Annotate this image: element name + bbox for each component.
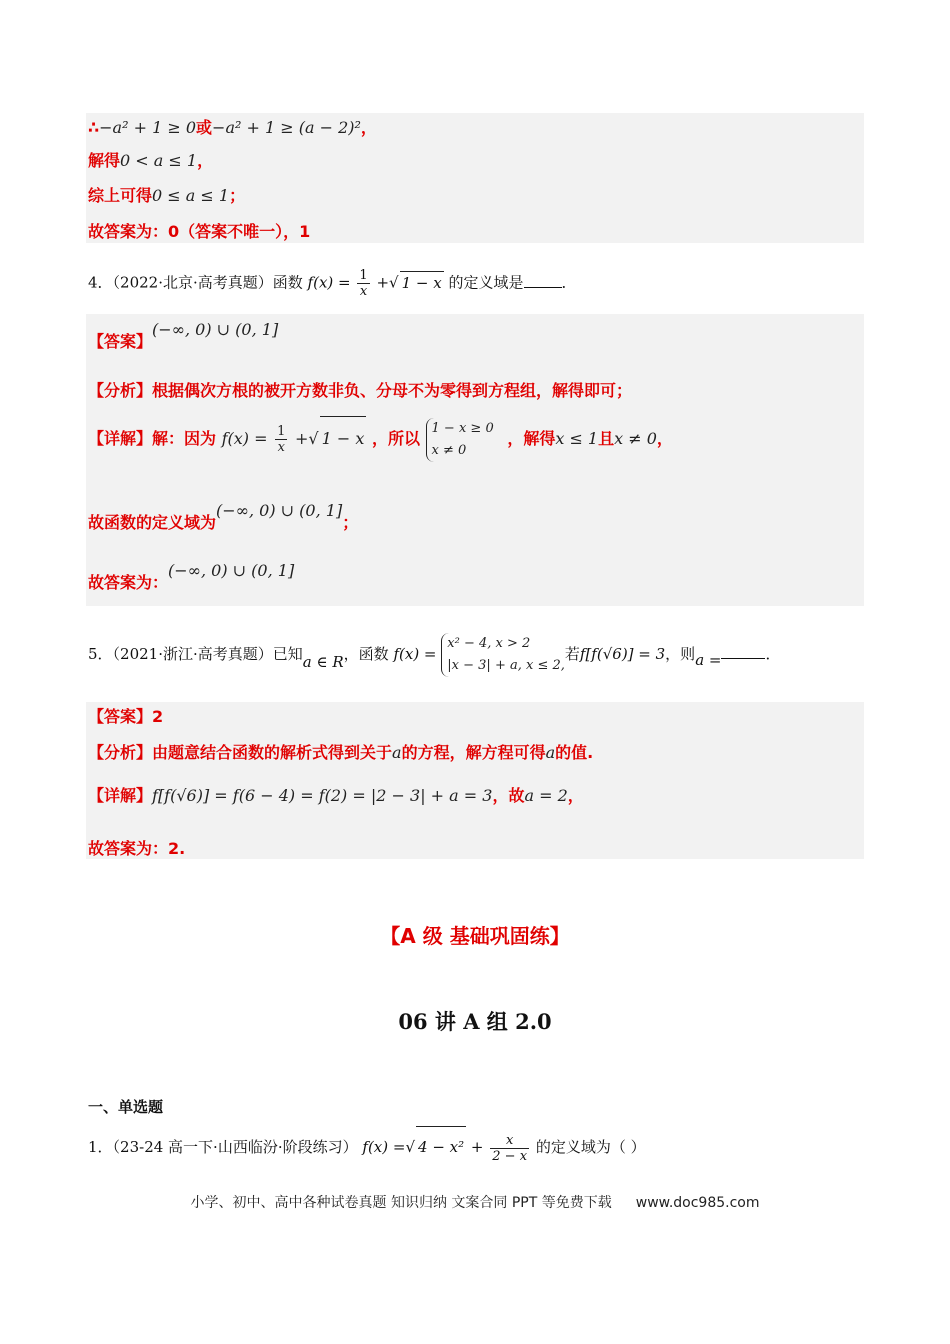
- equation-system: 1 − x ≥ 0 x ≠ 0: [426, 418, 494, 462]
- math-inequality-1: −a² + 1 ≥ 0: [99, 118, 197, 137]
- analysis-line-q5: 【分析】由题意结合函数的解析式得到关于a的方程，解方程可得a的值.: [88, 743, 594, 762]
- sqrt-symbol: √: [405, 1138, 416, 1156]
- solution-line-3: 综上可得0 ≤ a ≤ 1；: [88, 186, 246, 205]
- page-title: 06 讲 A 组 2.0: [398, 1009, 552, 1034]
- page-footer: [0, 1192, 950, 1212]
- math-answer: (−∞, 0) ∪ (0, 1]: [152, 320, 279, 339]
- level-heading: 【A 级 基础巩固练】: [380, 924, 570, 948]
- fraction: $\frac{1}{x}$: [277, 424, 286, 455]
- fraction: $\frac{1}{x}$: [359, 268, 368, 299]
- math-range-2: 0 ≤ a ≤ 1: [152, 186, 230, 205]
- detail-line-q5: 【详解】f[f(√6)] = f(6 − 4) = f(2) = |2 − 3| + a = 3，故a = 2，: [88, 786, 584, 805]
- final-answer-q5: 故答案为：2.: [88, 839, 186, 858]
- math-range-1: 0 < a ≤ 1: [120, 151, 198, 170]
- piecewise-function: x² − 4, x > 2 |x − 3| + a, x ≤ 2,: [441, 633, 565, 677]
- fraction: $\frac{x}{2 - x}$: [492, 1132, 528, 1164]
- question-4: 4．（2022·北京·高考真题）函数 f(x) = $\frac{1}{x}$ +√ 1 − x 的定义域是 ．: [88, 268, 577, 299]
- solution-line-4: 故答案为：0（答案不唯一），1: [88, 222, 311, 241]
- footer-url[interactable]: www.doc985.com: [635, 1195, 760, 1211]
- section-title: 一、单选题: [88, 1098, 164, 1116]
- solution-line-1: ∴−a² + 1 ≥ 0或−a² + 1 ≥ (a − 2)²，: [88, 118, 377, 137]
- answer-line-q5: 【答案】2: [88, 707, 164, 726]
- final-answer-q4: 故答案为：(−∞, 0) ∪ (0, 1]: [88, 561, 295, 592]
- detail-line-q4: 【详解】解：因为 f(x) = $\frac{1}{x}$ +√ 1 − x ，所以 1 − x ≥ 0 x ≠ 0 ，解得x ≤ 1且x ≠ 0，: [88, 416, 673, 462]
- math-domain: (−∞, 0) ∪ (0, 1]: [216, 501, 343, 520]
- sqrt-symbol: √: [389, 273, 399, 292]
- math-derivation: f[f(√6)] = f(6 − 4) = f(2) = |2 − 3| + a = 3: [152, 786, 493, 805]
- math-inequality-2: −a² + 1 ≥ (a − 2)²: [212, 118, 361, 137]
- sqrt-symbol: √: [308, 429, 319, 448]
- question-1: 1．（23-24 高一下·山西临汾·阶段练习） f(x) =√ 4 − x² + $\frac{x}{2 - x}$ 的定义域为（ ）: [88, 1126, 646, 1167]
- analysis-line-q4: 【分析】根据偶次方根的被开方数非负、分母不为零得到方程组，解得即可；: [88, 381, 633, 400]
- solution-block-q5: [86, 702, 864, 859]
- answer-blank: [721, 658, 765, 659]
- domain-line-q4: 故函数的定义域为(−∞, 0) ∪ (0, 1]；: [88, 501, 359, 532]
- math-final: (−∞, 0) ∪ (0, 1]: [168, 561, 295, 580]
- question-5: 5．（2021·浙江·高考真题）已知a ∈ R，函数 f(x) = x² − 4, x > 2 |x − 3| + a, x ≤ 2, 若f[f(√6)] = 3，则a = ．: [88, 632, 780, 677]
- footer-text: 小学、初中、高中各种试卷真题 知识归纳 文案合同 PPT 等免费下载: [190, 1195, 612, 1211]
- answer-line-q4: 【答案】(−∞, 0) ∪ (0, 1]: [88, 320, 279, 351]
- answer-blank: [524, 287, 562, 288]
- solution-line-2: 解得0 < a ≤ 1，: [88, 151, 214, 170]
